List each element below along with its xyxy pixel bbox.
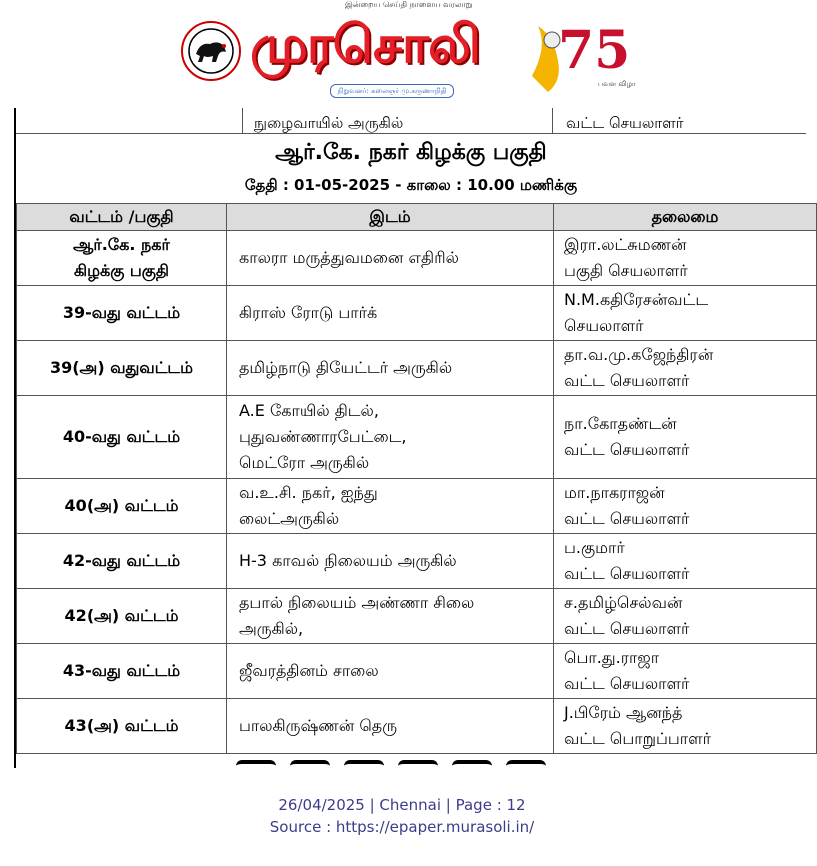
cell-leader xyxy=(554,644,817,699)
cell-leader xyxy=(554,231,817,286)
party-emblem-icon xyxy=(180,20,242,82)
previous-table-row xyxy=(16,108,806,134)
leader-line: செயலாளர் xyxy=(564,316,644,335)
cell-place xyxy=(227,644,554,699)
anniversary-text: பவள விழா xyxy=(598,80,636,88)
cell-leader xyxy=(554,534,817,589)
ward-line: 40-வது வட்டம் xyxy=(62,427,181,446)
place-line: A.E கோயில் திடல், xyxy=(239,401,379,420)
table-row xyxy=(17,644,817,699)
news-clipping xyxy=(14,108,806,768)
masthead xyxy=(0,0,804,108)
table-row xyxy=(17,396,817,479)
ward-line: கிழக்கு பகுதி xyxy=(73,261,170,280)
cell-ward xyxy=(17,396,227,479)
cell-ward xyxy=(17,644,227,699)
cell-leader xyxy=(554,479,817,534)
table-row xyxy=(17,286,817,341)
footer-source: Source : https://epaper.murasoli.in/ xyxy=(269,818,535,836)
table-row xyxy=(17,231,817,286)
place-line: காலரா மருத்துவமனை எதிரில் xyxy=(239,248,459,267)
masthead-brand: முரசொலி xyxy=(250,15,480,75)
ward-line: 43-வது வட்டம் xyxy=(62,661,181,680)
cell-place xyxy=(227,231,554,286)
cell-leader xyxy=(554,699,817,754)
leader-line: ச.தமிழ்செல்வன் xyxy=(564,593,683,612)
leader-line: J.பிரேம் ஆனந்த் xyxy=(564,703,683,722)
header-leader: தலைமை xyxy=(554,204,817,231)
ward-line: 40(அ) வட்டம் xyxy=(64,496,179,515)
place-line: அருகில், xyxy=(239,619,304,638)
cell-leader xyxy=(554,589,817,644)
masthead-founder: நிறுவனர்: கலைஞர் மு.கருணாநிதி xyxy=(330,84,454,98)
place-line: தபால் நிலையம் அண்ணா சிலை xyxy=(239,593,475,612)
table-row xyxy=(17,479,817,534)
leader-line: மா.நாகராஜன் xyxy=(564,483,665,502)
table-header-row xyxy=(17,204,817,231)
footer-date-page: 26/04/2025 | Chennai | Page : 12 xyxy=(278,796,526,814)
cell-place xyxy=(227,534,554,589)
ward-line: ஆர்.கே. நகர் xyxy=(73,235,170,254)
leader-line: பகுதி செயலாளர் xyxy=(564,261,688,280)
cell-place xyxy=(227,341,554,396)
header-ward: வட்டம் /பகுதி xyxy=(17,204,227,231)
cell-place xyxy=(227,286,554,341)
cell-place xyxy=(227,699,554,754)
place-line: லைட்அருகில் xyxy=(239,509,340,528)
leader-line: இரா.லட்சுமணன் xyxy=(564,235,687,254)
place-line: புதுவண்ணாரபேட்டை, xyxy=(239,427,407,446)
table-row xyxy=(17,589,817,644)
leader-line: N.M.கதிரேசன்வட்ட xyxy=(564,290,709,309)
cell-ward xyxy=(17,341,227,396)
cell-ward xyxy=(17,699,227,754)
leader-line: ப.குமார் xyxy=(564,538,625,557)
cell-leader xyxy=(554,286,817,341)
anniversary-number: 75 xyxy=(558,20,631,81)
cell-leader xyxy=(554,341,817,396)
section-date: தேதி : 01-05-2025 - காலை : 10.00 மணிக்கு xyxy=(244,176,578,194)
section-title: ஆர்.கே. நகர் கிழக்கு பகுதி xyxy=(275,140,547,165)
ward-line: 42-வது வட்டம் xyxy=(62,551,181,570)
leader-line: பொ.து.ராஜா xyxy=(564,648,660,667)
leader-line: வட்ட செயலாளர் xyxy=(564,371,690,390)
previous-row-leader: வட்ட செயலாளர் xyxy=(566,114,684,132)
leader-line: வட்ட செயலாளர் xyxy=(564,509,690,528)
cell-ward xyxy=(17,286,227,341)
ward-line: 39-வது வட்டம் xyxy=(62,303,181,322)
place-line: ஜீவரத்தினம் சாலை xyxy=(239,661,379,680)
leader-line: வட்ட செயலாளர் xyxy=(564,674,690,693)
table-row xyxy=(17,699,817,754)
place-line: H-3 காவல் நிலையம் அருகில் xyxy=(239,551,457,570)
ward-line: 42(அ) வட்டம் xyxy=(64,606,179,625)
meeting-schedule-table xyxy=(16,203,817,754)
place-line: வ.உ.சி. நகர், ஐந்து xyxy=(239,483,378,502)
leader-line: வட்ட செயலாளர் xyxy=(564,619,690,638)
leader-line: தா.வ.மு.கஜேந்திரன் xyxy=(564,345,714,364)
page-footer xyxy=(0,794,804,838)
next-section-cutoff xyxy=(236,760,616,770)
table-row xyxy=(17,341,817,396)
cell-ward xyxy=(17,534,227,589)
table-row xyxy=(17,534,817,589)
leader-line: வட்ட செயலாளர் xyxy=(564,440,690,459)
cell-place xyxy=(227,589,554,644)
anniversary-75-emblem xyxy=(528,6,636,96)
previous-row-place: நுழைவாயில் அருகில் xyxy=(254,114,404,132)
cell-place xyxy=(227,396,554,479)
leader-line: வட்ட செயலாளர் xyxy=(564,564,690,583)
place-line: பாலகிருஷ்ணன் தெரு xyxy=(239,716,398,735)
header-place: இடம் xyxy=(227,204,554,231)
cell-ward xyxy=(17,231,227,286)
place-line: மெட்ரோ அருகில் xyxy=(239,453,370,472)
cell-ward xyxy=(17,479,227,534)
cell-leader xyxy=(554,396,817,479)
leader-line: நா.கோதண்டன் xyxy=(564,414,677,433)
cell-ward xyxy=(17,589,227,644)
place-line: கிராஸ் ரோடு பார்க் xyxy=(239,303,378,322)
cell-place xyxy=(227,479,554,534)
place-line: தமிழ்நாடு தியேட்டர் அருகில் xyxy=(239,358,453,377)
ward-line: 43(அ) வட்டம் xyxy=(64,716,179,735)
masthead-tagline: இன்றைய செய்தி நாளைய வரலாறு xyxy=(345,0,473,9)
ward-line: 39(அ) வதுவட்டம் xyxy=(49,358,194,377)
leader-line: வட்ட பொறுப்பாளர் xyxy=(564,729,711,748)
